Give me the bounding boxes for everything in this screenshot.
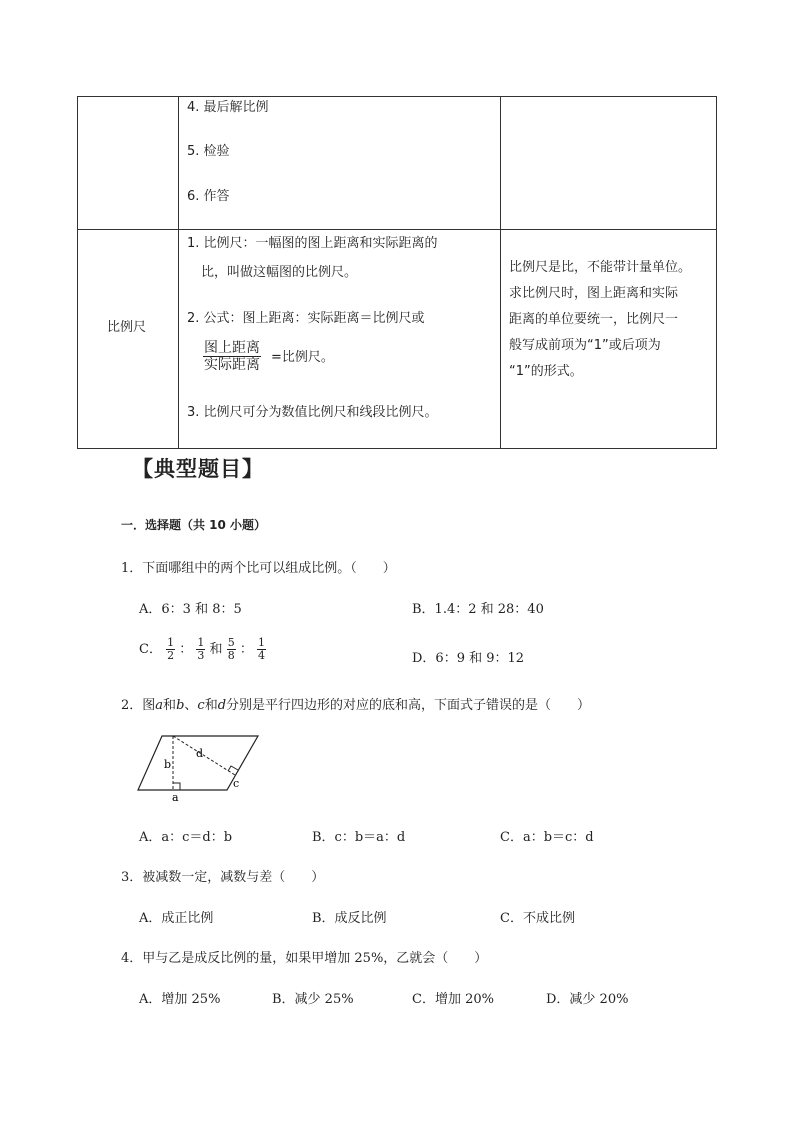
- fraction-numerator: 5: [227, 636, 235, 649]
- fraction-denominator: 4: [257, 649, 265, 662]
- formula-line: 2. 公式：图上距离：实际距离＝比例尺或: [187, 311, 425, 326]
- category-label: 比例尺: [107, 320, 147, 335]
- q3-option-b: B．成反比例: [312, 911, 387, 926]
- q4-option-a: A．增加 25%: [139, 992, 221, 1007]
- q2-stem: [121, 694, 590, 713]
- right-angle-marker-d: [228, 766, 238, 771]
- q1-option-c: [139, 637, 266, 662]
- table-row-divider: [77, 229, 717, 230]
- q2-option-c: C．a：b＝c：d: [500, 830, 594, 845]
- q1-option-d: D．6：9 和 9：12: [412, 651, 525, 666]
- note-line-2: 求比例尺时，图上距离和实际: [509, 286, 679, 301]
- fraction: [257, 637, 266, 662]
- table-border-bottom: [77, 448, 717, 449]
- formula-suffix: =比例尺。: [271, 350, 334, 365]
- parallelogram-figure: [135, 730, 265, 805]
- q3-option-a: A．成正比例: [139, 911, 214, 926]
- step-4: 4. 最后解比例: [187, 100, 269, 115]
- q1-option-b: B．1.4：2 和 28：40: [412, 602, 544, 617]
- fraction: [196, 637, 205, 662]
- fraction-numerator: 1: [197, 636, 205, 649]
- var-a: a: [155, 698, 164, 713]
- note-line-5: “1”的形式。: [509, 364, 583, 379]
- right-angle-marker-b: [173, 783, 180, 790]
- fraction-numerator: 1: [167, 636, 175, 649]
- step-5: 5. 检验: [187, 144, 230, 159]
- table-border-left: [77, 96, 78, 449]
- label-b: b: [164, 758, 172, 771]
- var-b: b: [176, 698, 185, 713]
- q4-option-c: C．增加 20%: [412, 992, 494, 1007]
- q4-option-d: D．减少 20%: [546, 992, 629, 1007]
- q1-stem: 1．下面哪组中的两个比可以组成比例。（ ）: [121, 561, 396, 576]
- fraction-denominator: 实际距离: [204, 357, 260, 373]
- fraction-numerator: 图上距离: [204, 340, 260, 356]
- q2-stem-and: 和: [204, 698, 218, 713]
- knowledge-table: [77, 96, 717, 449]
- definition-line-1: 1. 比例尺：一幅图的图上距离和实际距离的: [187, 236, 438, 251]
- q2-stem-post: 分别是平行四边形的对应的底和高，下面式子错误的是（ ）: [226, 698, 591, 713]
- parallelogram-shape: [138, 736, 258, 790]
- q3-option-c: C．不成比例: [500, 911, 575, 926]
- scale-kinds: 3. 比例尺可分为数值比例尺和线段比例尺。: [187, 405, 438, 420]
- step-6: 6. 作答: [187, 189, 230, 204]
- table-col-divider-1: [178, 96, 179, 449]
- label-c: c: [233, 777, 240, 790]
- q2-stem-and: 和: [163, 698, 177, 713]
- var-c: c: [197, 698, 205, 713]
- section-heading: 【典型题目】: [132, 457, 264, 481]
- q1-option-a: A．6：3 和 8：5: [139, 602, 242, 617]
- colon: ：: [239, 642, 253, 657]
- table-col-divider-2: [500, 96, 501, 449]
- label-d: d: [196, 747, 204, 760]
- q2-stem-sep: 、: [184, 698, 198, 713]
- fraction-denominator: 8: [227, 649, 235, 662]
- fraction: [227, 637, 236, 662]
- q4-stem: 4．甲与乙是成反比例的量，如果甲增加 25%，乙就会（ ）: [121, 951, 488, 966]
- table-border-top: [77, 96, 717, 97]
- and-word: 和: [209, 642, 223, 657]
- note-line-1: 比例尺是比，不能带计量单位。: [509, 260, 692, 275]
- q3-stem: 3．被减数一定，减数与差（ ）: [121, 870, 325, 885]
- definition-line-2: 比，叫做这幅图的比例尺。: [201, 265, 358, 280]
- height-d-line: [173, 736, 235, 775]
- fraction-numerator: 1: [257, 636, 265, 649]
- note-line-4: 般写成前项为“1”或后项为: [509, 338, 661, 353]
- formula-fraction: [203, 340, 261, 373]
- var-d: d: [217, 698, 227, 713]
- note-line-3: 距离的单位要统一，比例尺一: [509, 312, 679, 327]
- fraction: [166, 637, 175, 662]
- q2-stem-pre: 2．图: [121, 698, 156, 713]
- colon: ：: [179, 642, 193, 657]
- label-a: a: [172, 791, 179, 804]
- fraction-denominator: 2: [167, 649, 175, 662]
- table-border-right: [716, 96, 717, 449]
- part-title: 一．选择题（共 10 小题）: [121, 518, 267, 532]
- q1-option-c-label: C．: [139, 642, 162, 657]
- q2-option-a: A．a：c＝d：b: [139, 830, 233, 845]
- q4-option-b: B．减少 25%: [272, 992, 354, 1007]
- fraction-denominator: 3: [197, 649, 205, 662]
- q2-option-b: B．c：b＝a：d: [312, 830, 406, 845]
